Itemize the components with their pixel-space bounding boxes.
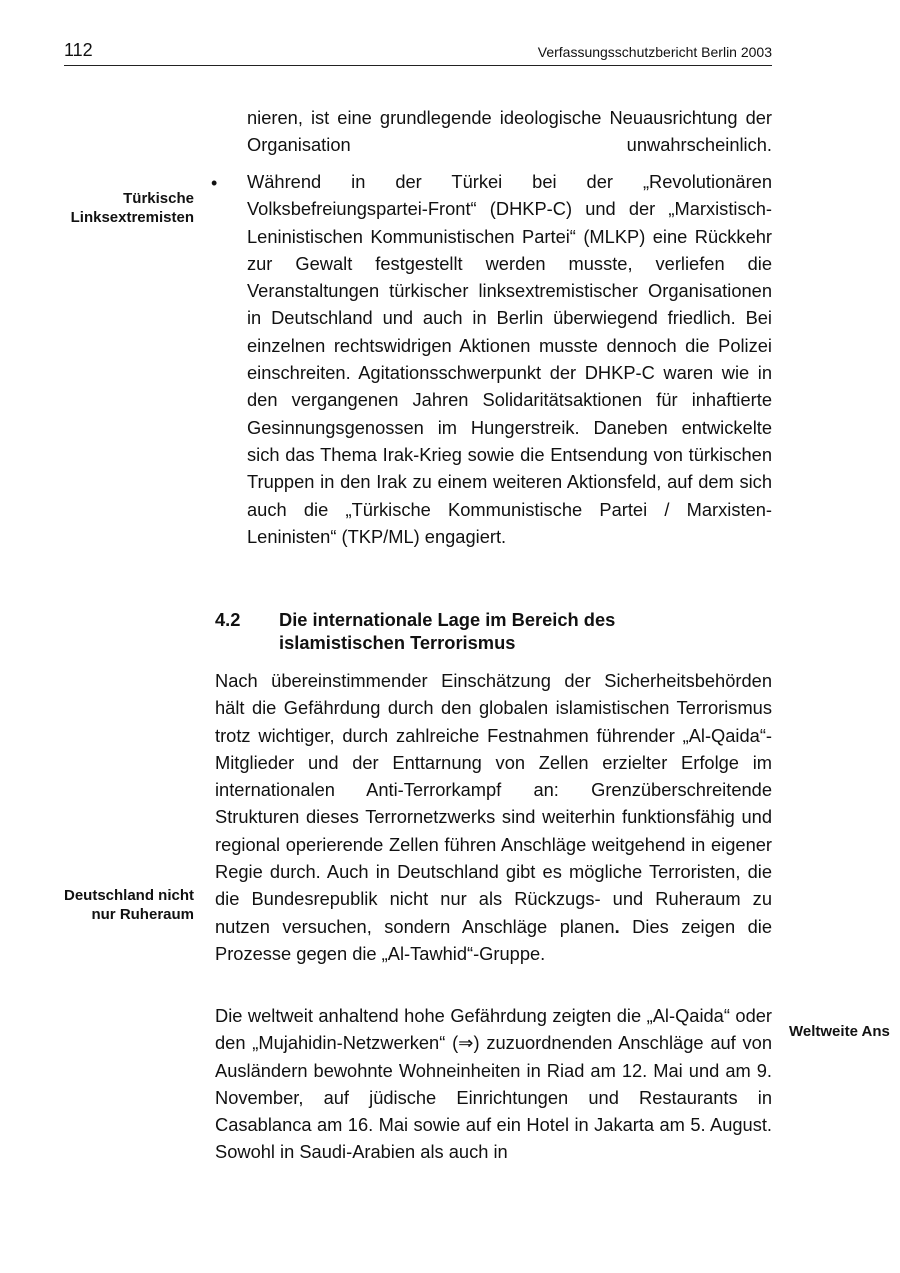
bullet-paragraph-tuerkische-linksextremisten: Während in der Türkei bei der „Revolutionären Volksbefreiungspartei-Front“ (DHKP-C) und der „Marxistisch-Leninistischen Kommunistischen Partei“ (MLKP) eine Rückkehr zur Gewalt festgestellt werden musste, verliefen die Veranstaltungen türkischer linksextremistischer Organisationen in Deutschland und auch in Berlin überwiegend friedlich. Bei einzelnen rechtswidrigen Aktionen musste dennoch die Polizei einschreiten. Agitationsschwerpunkt der DHKP-C waren wie in den vergangenen Jahren Solidaritätsaktionen für inhaftierte Gesinnungsgenossen im Hungerstreik. Daneben entwickelte sich das Thema Irak-Krieg sowie die Entsendung von türkischen Truppen in den Irak zu einem weiteren Aktionsfeld, auf dem sich auch die „Türkische Kommunistische Partei / Marxisten-Leninisten“ (TKP/ML) engagiert. [247,171,772,547]
page-number: 112 [64,40,93,60]
section-title: Die internationale Lage im Bereich des islamistischen Terrorismus [279,609,616,653]
paragraph-worldwide-attacks: Die weltweit anhaltend hohe Gefährdung zeigten die „Al-Qaida“ oder den „Mujahidin-Netzwerken“ (⇒) zuzuordnenden Anschläge auf von Ausländern bewohnte Wohneinheiten in Riad am 12. Mai und am 9. November, auf jüdische Einrichtungen und Restaurants in Casablanca am 16. Mai sowie auf ein Hotel in Jakarta am 5. August. Sowohl in Saudi-Arabien als auch in [215,1005,772,1163]
bullet-marker: • [211,173,218,193]
margin-note-line: Linksextremisten [70,209,194,226]
paragraph-text: Dies zeigen die Prozesse gegen die „Al-Tawhid“-Gruppe. [215,915,772,964]
margin-note-line: Türkische [123,190,194,207]
margin-note-line: Deutschland nicht [63,887,194,904]
margin-note-deutschland-nicht-nur-ruheraum [64,886,194,924]
running-header-title: Verfassungsschutzbericht Berlin 2003 [537,44,772,60]
header-rule [64,65,772,66]
margin-note-tuerkische-linksextremisten [71,189,194,227]
margin-note-line: nur Ruheraum [91,906,194,923]
margin-note-weltweite: Weltweite Ans [789,1023,890,1040]
section-number: 4.2 [215,609,241,630]
continuation-paragraph: nieren, ist eine grundlegende ideologische Neuausrichtung der Organisation unwahrscheinlich. [247,107,772,156]
paragraph-bold-period: . [614,915,620,937]
paragraph-islamist-terrorism [215,667,772,967]
paragraph-text: Nach übereinstimmender Einschätzung der Sicherheitsbehörden hält die Gefährdung durch den globalen islamistischen Terrorismus trotz wichtiger, durch zahlreiche Festnahmen führender „Al-Qaida“-Mitglieder und der Enttarnung von Zellen erzielter Erfolge im internationalen Anti-Terrorkampf an: Grenzüberschreitende Strukturen dieses Terrornetzwerks sind weiterhin funktionsfähig und regional operierende Zellen führen Anschläge weitgehend in eigener Regie durch. Auch in Deutschland gibt es mögliche Terroristen, die die Bundesrepublik nicht nur als Rückzugs- und Ruheraum zu nutzen versuchen, sondern Anschläge planen [215,670,772,937]
